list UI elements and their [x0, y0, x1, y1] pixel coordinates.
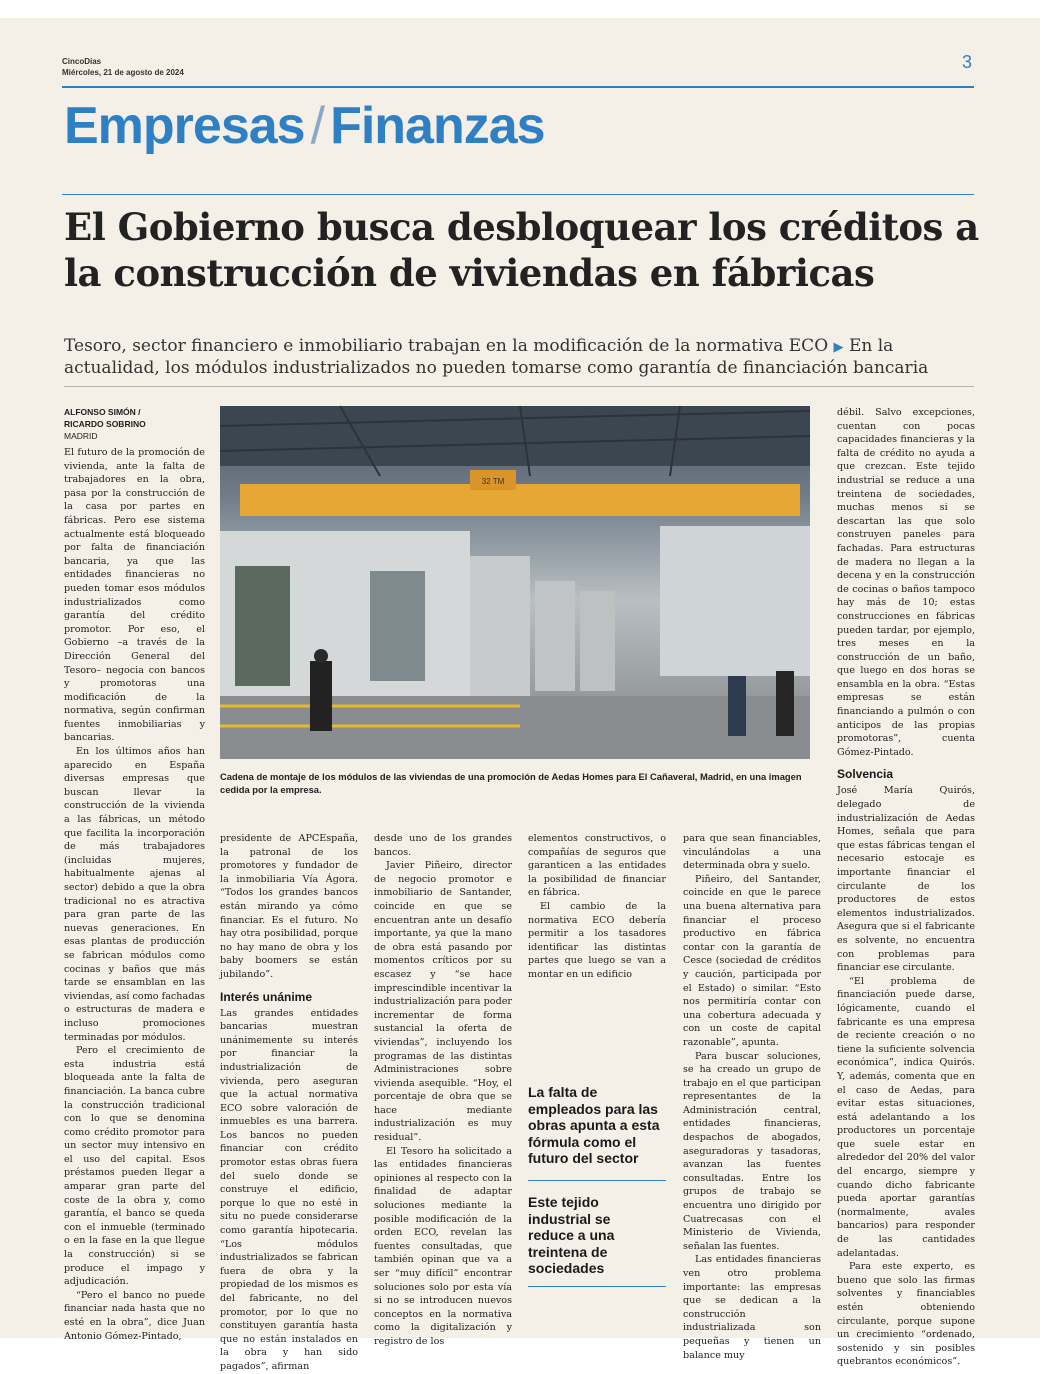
photo-caption: Cadena de montaje de los módulos de las viviendas de una promoción de Aedas Homes para El Cañaveral, Madrid, en una imagen cedida por la empresa. — [220, 771, 802, 795]
paragraph: Las entidades financieras ven otro problema importante: las empresas que se dedican a la construcción industrializada son pequeñas y tienen un balance muy — [683, 1254, 821, 1361]
pull-quote-1: La falta de empleados para las obras apunta a esta fórmula como el futuro del sector — [528, 1084, 660, 1166]
deck-arrow-icon: ▶ — [833, 340, 844, 355]
column-2 — [220, 832, 358, 1372]
paragraph: El futuro de la promoción de vivienda, ante la falta de trabajadores en la obra, pasa por la construcción de la casa por partes en fábricas. Pero ese sistema actualmente está bloqueado por falta de financiación bancaria, ya que las entidades financieras no pueden tomar esos módulos industrializados como garantía del crédito promotor. Por eso, el Gobierno –a través de la Dirección General del Tesoro– negocia con bancos y promotoras una modificación de la normativa, según confirman fuentes inmobiliarias y bancarias. — [64, 447, 205, 744]
column-1 — [64, 446, 205, 1342]
paragraph: presidente de APCEspaña, la patronal de los promotores y fundador de la inmobiliaria Vía Ágora. “Todos los grandes bancos están mirando ya cómo financiar. Es el futuro. No hay otra posibilidad, porque no hay mano de obra y los baby boomers se están jubilando”. — [220, 833, 358, 980]
crane-beam — [240, 484, 800, 516]
paragraph: El cambio de la normativa ECO debería permitir a los tasadores identificar las distintas partes que luego se van a montar en un edificio — [528, 900, 666, 980]
module-opening — [235, 566, 290, 686]
paragraph: elementos constructivos, o compañías de seguros que garanticen a las entidades la posibilidad de financiar en fábrica. — [528, 833, 666, 899]
paragraph: débil. Salvo excepciones, cuentan con pocas capacidades financieras y la falta de crédito no ayuda a que crezcan. Este tejido industrial se reduce a una treintena de sociedades, muchas menos si se descartan las que solo construyen paneles para fachadas. Para estructuras de madera no llegan a la decena y en la construcción de cocinas o baños tampoco hay más de 10; estas construcciones en fábricas pueden tardar, por ejemplo, tres meses en la construcción de un baño, que luego en dos horas se ensambla en la obra. “Estas empresas se están financiando a pulmón o con anticipos de las propias promotoras”, cuenta Gómez-Pintado. — [837, 407, 975, 758]
section-slash: / — [310, 97, 325, 155]
deck-part2: En la actualidad, los módulos industrializados no pueden tomarse como garantía de financiación bancaria — [64, 336, 929, 378]
paragraph: El Tesoro ha solicitado a las entidades financieras opiniones al respecto con la finalidad de adaptar soluciones mediante la posible modificación de la orden ECO, revelan las fuentes consultadas, que también opinan que va a ser “muy difícil” encontrar soluciones solo por esta vía si no se introducen nuevos conceptos en la normativa como la digitalización y registro de los — [374, 1145, 512, 1347]
worker-2 — [728, 676, 746, 736]
worker-1-head — [314, 649, 328, 663]
paragraph: José María Quirós, delegado de industrialización de Aedas Homes, señala que para que estas fábricas tengan el necesario estocaje es importante financiar el circulante de los productores de estos elementos industrializados. Asegura que si el fabricante es solvente, no encuentra con problemas para financiar ese circulante. — [837, 785, 975, 974]
pull-quote-rule-2 — [528, 1286, 666, 1287]
subheading-interes: Interés unánime — [220, 989, 313, 1004]
worker-1 — [310, 661, 332, 731]
module-3 — [535, 581, 575, 691]
paragraph: Para este experto, es bueno que solo las firmas solventes y financiables estén obteniendo circulante, porque supone un crecimiento “ordenado, sostenido y sin posibles quebrantos económicos”. — [837, 1261, 975, 1368]
far-wall — [660, 526, 810, 676]
byline-authors-2: RICARDO SOBRINO — [64, 419, 146, 429]
page-number: 3 — [962, 52, 973, 72]
paragraph: Para buscar soluciones, se ha creado un grupo de trabajo en el que participan representantes de la Administración central, entidades financieras, despachos de abogados, aseguradoras y tasadoras, avanzan las fuentes consultadas. Entre los grupos de trabajo se encuentra uno dirigido por Cuatrecasas con el Ministerio de Vivienda, señalan las fuentes. — [683, 1050, 821, 1252]
byline-authors: ALFONSO SIMÓN / — [64, 407, 141, 417]
section-title — [64, 96, 545, 156]
paragraph: “El problema de financiación puede darse, lógicamente, cuando el fabricante es una empresa de reciente creación o no tiene la suficiente solvencia económica”, indica Quirós. Y, además, comenta que en el caso de Aedas, para evitar estas situaciones, está adelantando a los productores un porcentaje que suele estar en alrededor del 20% del valor del encargo, siempre y cuando dicho fabricante pueda aportar garantías (normalmente, avales bancarios) para responder de las cantidades adelantadas. — [837, 975, 975, 1259]
pull-quote-2: Este tejido industrial se reduce a una treintena de sociedades — [528, 1194, 615, 1276]
module-4 — [580, 591, 615, 691]
paragraph: En los últimos años han aparecido en España diversas empresas que buscan llevar la construcción de la vivienda a las fábricas, un método que facilita la incorporación de más trabajadores (incluidas mujeres, habitualmente ajenas al sector) debido a que la obra tradicional no es atractiva para gran parte de las nuevas generaciones. En esas plantas de producción se fabrican módulos como cocinas y baños que más tarde se ensamblan en las viviendas, así como fachadas o estructuras de madera e incluso promociones terminadas por módulos. — [64, 746, 205, 1043]
paragraph: “Pero el banco no puede financiar nada hasta que no esté en la obra”, dice Juan Antonio Gómez-Pintado, — [64, 1289, 205, 1342]
deck-rule — [64, 386, 974, 387]
factory-photo — [220, 406, 810, 759]
subheading-solvencia: Solvencia — [837, 767, 894, 782]
roof — [220, 406, 810, 466]
column-3 — [374, 832, 512, 1347]
section-right: Finanzas — [330, 97, 545, 155]
paragraph: Javier Piñeiro, director de negocio promotor e inmobiliario de Santander, coincide en que se encuentran ante un desafío importante, ya que la mano de obra está pasando por momentos críticos por su escasez y “se hace imprescindible incentivar la industrialización para poder incrementar de forma sustancial la oferta de viviendas”, incluyendo los programas de las distintas Administraciones sobre vivienda asequible. “Hoy, el porcentaje de obra que se hace mediante industrialización es muy residual”. — [374, 860, 512, 1144]
paragraph: Pero el crecimiento de esta industria está bloqueada ante la falta de financiación. La banca cubre la construcción tradicional con lo que se denomina como crédito promotor para un sector muy intensivo en el uso del capital. Esos préstamos pueden llegar a amparar gran parte del coste de la obra y, como garantía, el banco se queda con el inmueble (terminado o en la fase en la que llegue la construcción) si se produce el impago y adjudicación. — [64, 1045, 205, 1288]
masthead — [62, 56, 184, 78]
masthead-date: Miércoles, 21 de agosto de 2024 — [62, 68, 184, 77]
column-6 — [837, 406, 975, 1368]
section-rule — [62, 194, 974, 195]
deck-part1: Tesoro, sector financiero e inmobiliario trabajan en la modificación de la normativa ECO — [64, 336, 829, 356]
module-window — [370, 571, 425, 681]
factory-photo-icon — [220, 406, 810, 759]
newspaper-page — [0, 18, 1040, 1372]
column-4 — [528, 832, 666, 980]
deck — [64, 336, 984, 379]
worker-3 — [776, 671, 794, 736]
column-5 — [683, 832, 821, 1361]
crane-sign-text: 32 TM — [481, 477, 505, 486]
pull-quote-rule — [528, 1180, 666, 1181]
section-left: Empresas — [64, 97, 305, 155]
paragraph: Las grandes entidades bancarias muestran unánimemente su interés por financiar la industrialización de vivienda, pero aseguran que la actual normativa ECO sobre valoración de inmuebles es una barrera. Los bancos no pueden financiar con crédito promotor estas obras fuera del suelo donde se construye el edificio, porque lo que no esté in situ no puede considerarse como garantía hipotecaria. “Los módulos industrializados se fabrican fuera de obra y la propiedad de los mismos es del fabricante, no del promotor, por lo que no constituyen garantía hasta que no están instalados en la obra y han sido pagados”, afirman — [220, 1007, 358, 1372]
headline: El Gobierno busca desbloquear los créditos a la construcción de viviendas en fábricas — [64, 205, 979, 295]
module-2 — [470, 556, 530, 706]
byline-location: MADRID — [64, 431, 98, 441]
top-rule — [62, 86, 974, 88]
masthead-paper: CincoDías — [62, 57, 102, 66]
byline — [64, 406, 210, 442]
paragraph: desde uno de los grandes bancos. — [374, 833, 512, 858]
paragraph: para que sean financiables, vinculándolas a una determinada obra y suelo. — [683, 833, 821, 872]
paragraph: Piñeiro, del Santander, coincide en que le parece una buena alternativa para financiar el proceso productivo en fábrica contar con la garantía de Cesce (sociedad de créditos y caución, participada por el Estado) o similar. “Esto nos permitiría contar con una cobertura adecuada y con un coste de capital razonable”, apunta. — [683, 873, 821, 1048]
